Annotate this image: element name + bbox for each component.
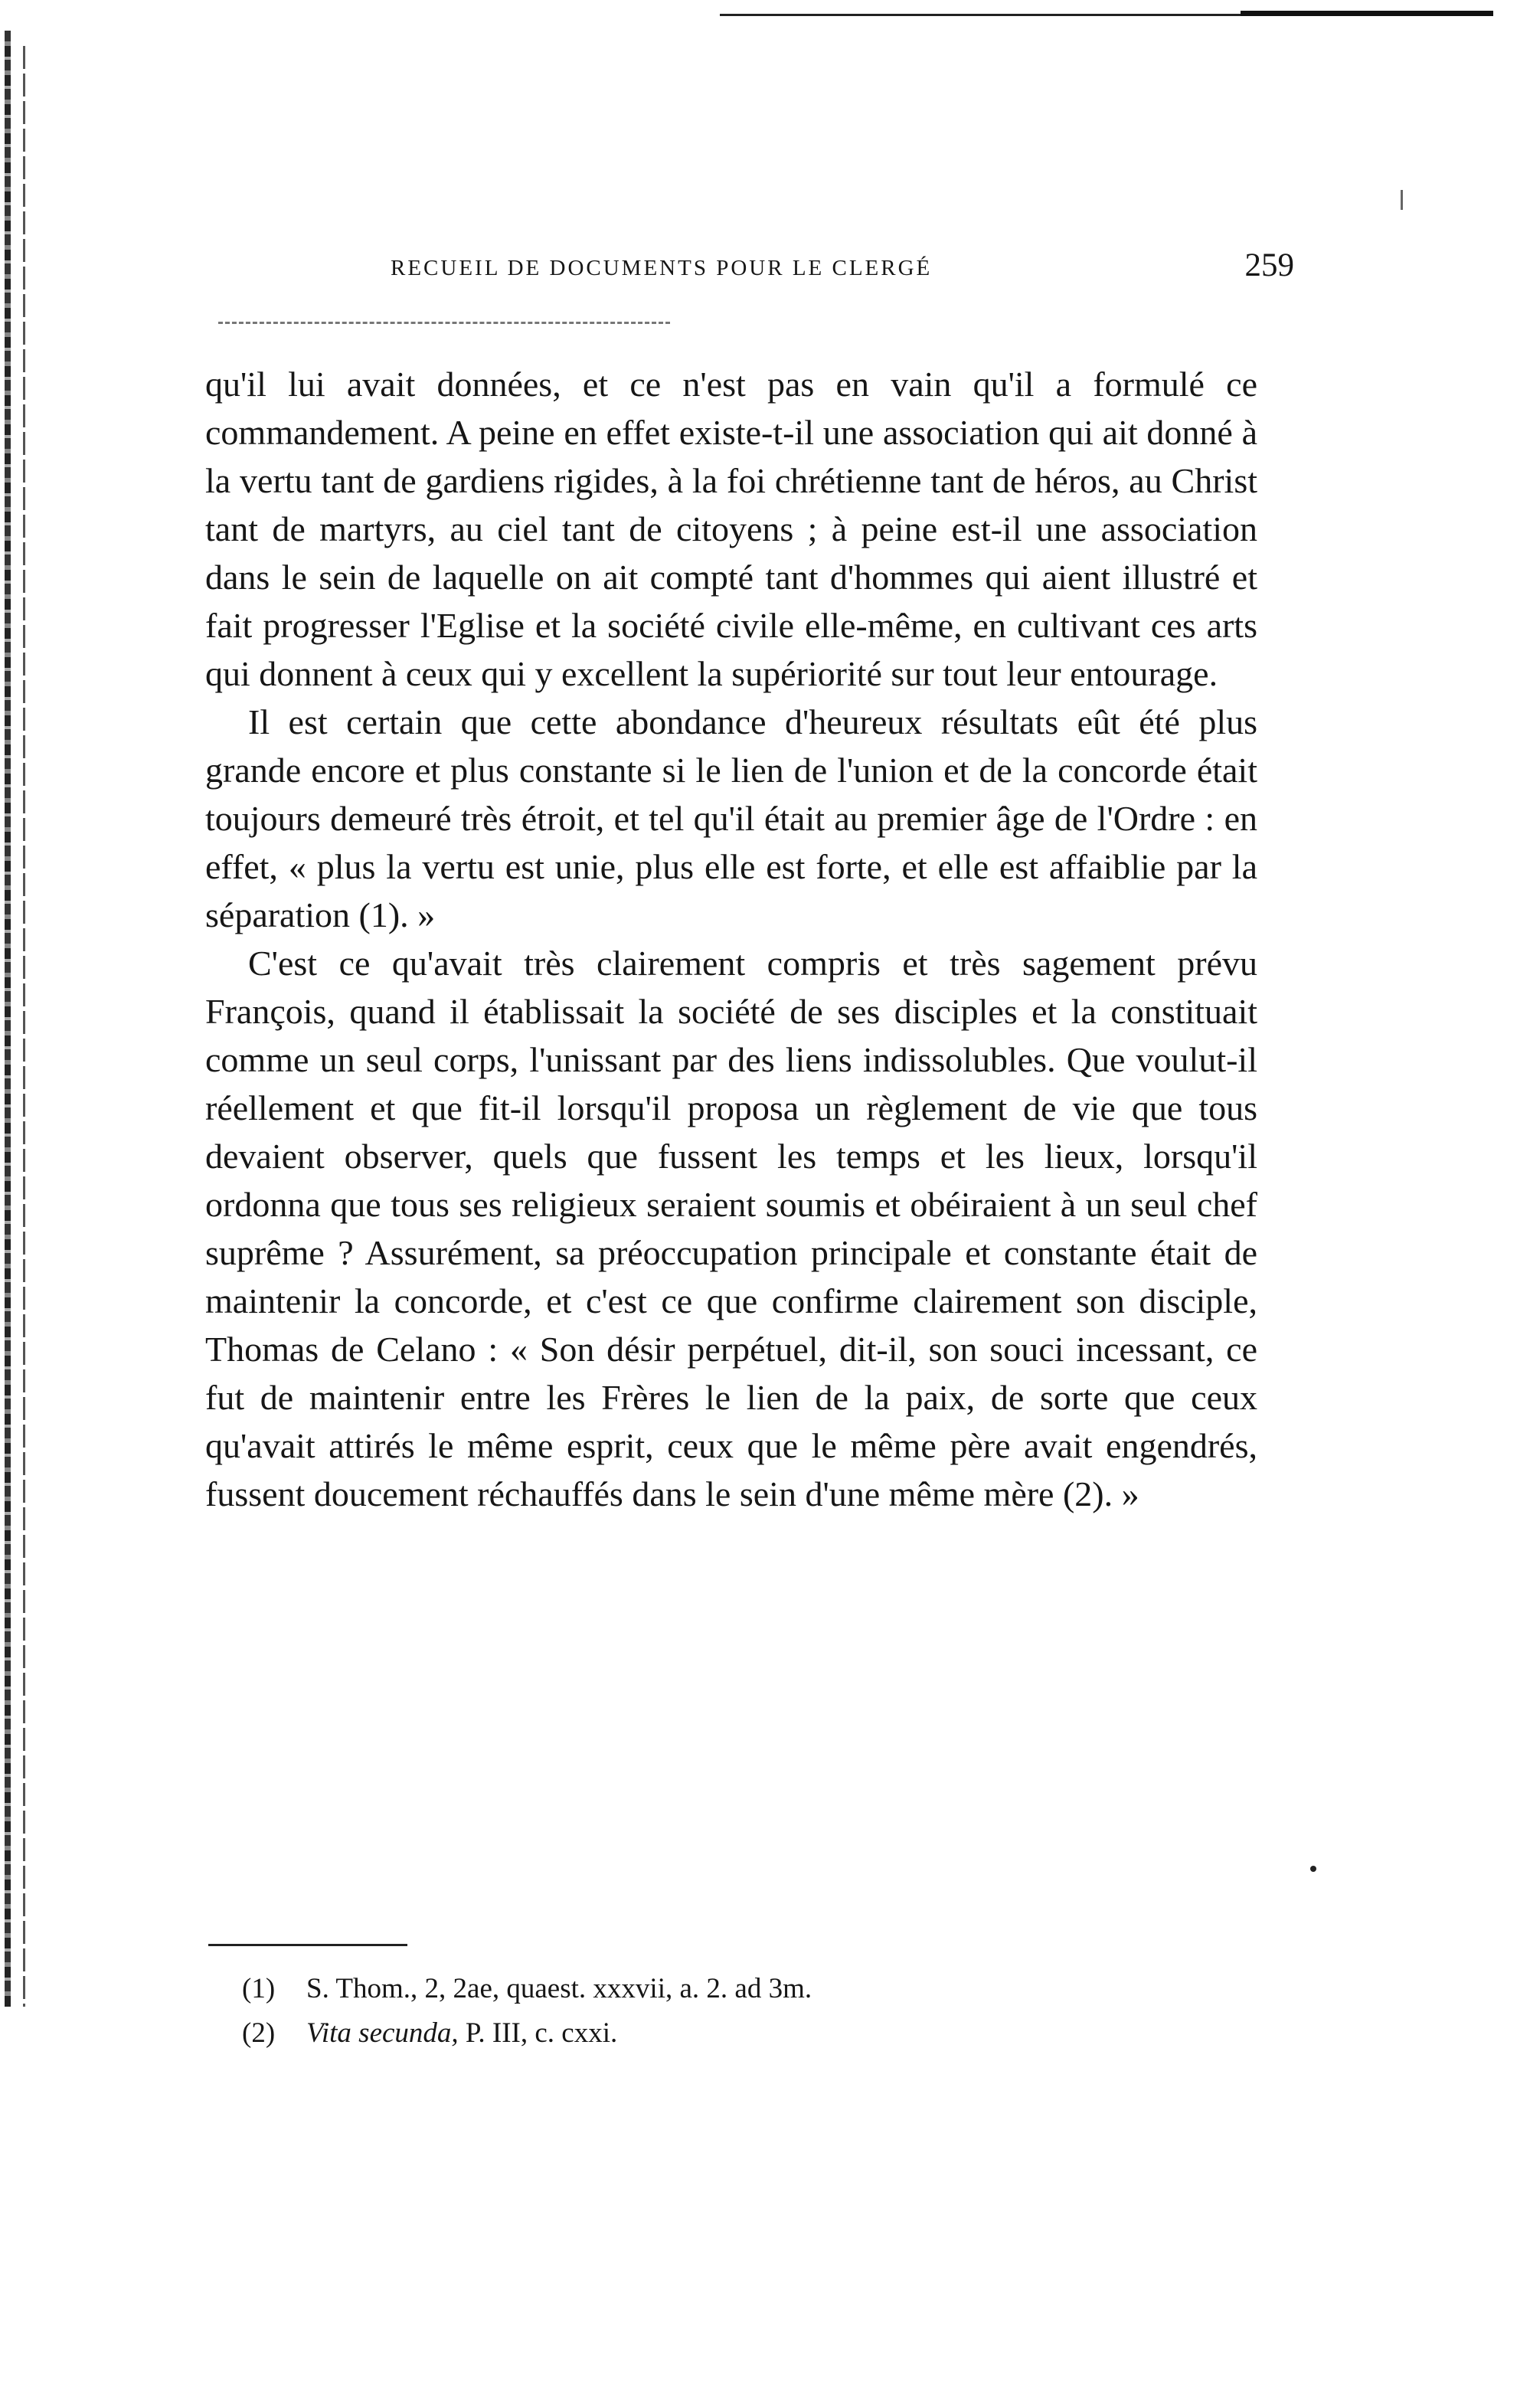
- paragraph: C'est ce qu'avait très clairement compris et très sagement prévu François, quand il établissait la société de ses disciples et la constituait comme un seul corps, l'unissant par des liens indissolubles. Que voulut-il réellement et que fit-il lorsqu'il proposa un règlement de vie que tous devaient observer, quels que fussent les temps et les lieux, lorsqu'il ordonna que tous ses religieux seraient soumis et obéiraient à un seul chef suprême ? Assurément, sa préoccupation principale et constante était de maintenir la concorde, et c'est ce que confirme clairement son disciple, Thomas de Celano : « Son désir perpétuel, dit-il, son souci incessant, ce fut de maintenir entre les Frères le lien de la paix, de sorte que ceux qu'avait attirés le même esprit, ceux que le même père avait engendrés, fussent doucement réchauffés dans le sein d'une même mère (2). »: [205, 944, 1257, 1513]
- scan-dot: [1310, 1866, 1316, 1872]
- footnote-text: S. Thom., 2, 2ae, quaest. xxxvii, a. 2. ad 3m.: [306, 1973, 812, 2004]
- paragraph: qu'il lui avait données, et ce n'est pas en vain qu'il a formulé ce commandement. A peine en effet existe-t-il une association qui ait donné à la vertu tant de gardiens rigides, à la foi chrétienne tant de héros, au Christ tant de martyrs, au ciel tant de citoyens ; à peine est-il une association dans le sein de laquelle on ait compté tant d'hommes qui aient illustré et fait progresser l'Eglise et la société civile elle-même, en cultivant ces arts qui donnent à ceux qui y excellent la supériorité sur tout leur entourage.: [205, 365, 1257, 693]
- footnote-rule: [208, 1944, 407, 1946]
- running-title: RECUEIL DE DOCUMENTS POUR LE CLERGÉ: [391, 256, 933, 280]
- scan-binding-edge-line: [23, 46, 25, 2007]
- footnote: [242, 2011, 1237, 2056]
- scan-binding-edge: [5, 31, 11, 2007]
- footnote-mark: (1): [242, 1973, 276, 2004]
- paragraph: Il est certain que cette abondance d'heureux résultats eût été plus grande encore et plus constante si le lien de l'union et de la concorde était toujours demeuré très étroit, et tel qu'il était au premier âge de l'Ordre : en effet, « plus la vertu est unie, plus elle est forte, et elle est affaiblie par la séparation (1). »: [205, 702, 1257, 934]
- scan-top-rule-heavy: [1241, 11, 1493, 16]
- footnote-text: P. III, c. cxxi.: [458, 2017, 618, 2049]
- footnote-mark: (2): [242, 2017, 276, 2049]
- header-rule: [218, 322, 670, 324]
- scan-speck: [1401, 190, 1403, 210]
- page-number: 259: [1244, 247, 1294, 283]
- page-header: [391, 244, 1294, 290]
- body-text: [205, 360, 1257, 1518]
- footnote-title: Vita secunda,: [306, 2017, 459, 2049]
- footnote: [242, 1967, 1237, 2011]
- footnotes: [242, 1967, 1237, 2056]
